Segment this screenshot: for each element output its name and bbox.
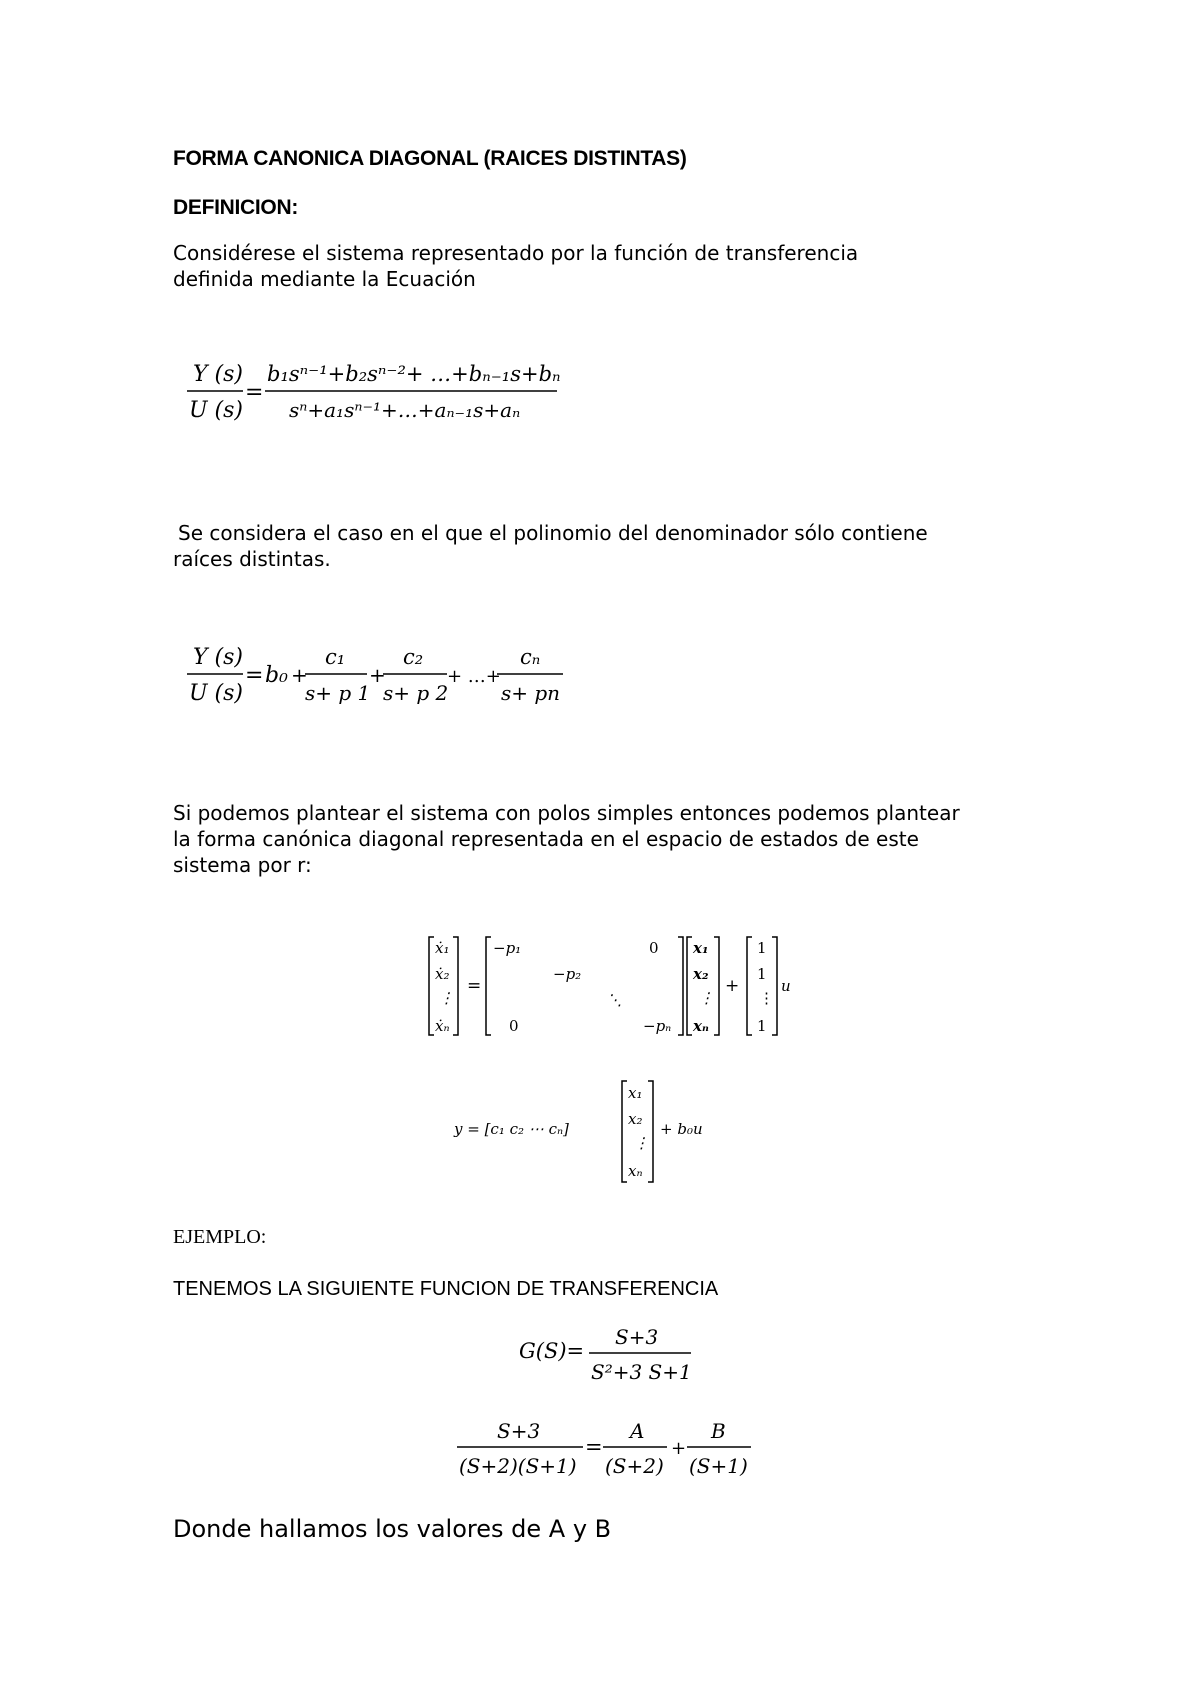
one: 1 (757, 1017, 767, 1035)
pf-a-denominator: (S+2) (605, 1454, 664, 1478)
vdots: ⋮ (634, 1134, 649, 1152)
example-heading: EJEMPLO: (173, 1226, 267, 1248)
ddots: ⋱ (607, 991, 622, 1009)
x2: x₂ (628, 1110, 643, 1128)
cn-den: s+ pn (501, 681, 561, 705)
xn: xₙ (693, 1017, 709, 1035)
g-lhs: G(S)= (519, 1339, 585, 1363)
x1: x₁ (693, 939, 709, 957)
x2: x₂ (693, 965, 709, 983)
output-lhs: y = [c₁ c₂ ⋯ cₙ] (454, 1120, 569, 1138)
tf-lhs-den: U (s) (189, 398, 243, 423)
zero-bottom: 0 (509, 1017, 519, 1035)
tf-lhs-num: Y (s) (193, 362, 243, 387)
vdots: ⋮ (699, 989, 714, 1007)
plus-sign: + (291, 663, 308, 687)
cn-num: cₙ (520, 645, 541, 669)
vdots: ⋮ (439, 989, 454, 1007)
g-numerator: S+3 (615, 1325, 659, 1349)
c1-den: s+ p 1 (305, 681, 371, 705)
paragraph-3-line-2: la forma canónica diagonal representada en el espacio de estados de este (173, 827, 919, 851)
pf-b-denominator: (S+1) (689, 1454, 748, 1478)
u-label: u (781, 977, 791, 995)
xn: xₙ (628, 1162, 643, 1180)
g-denominator: S²+3 S+1 (591, 1360, 692, 1384)
plus-sign: + (725, 976, 740, 996)
xdot2: ẋ₂ (435, 965, 450, 983)
plus-sign: + (671, 1438, 687, 1459)
one: 1 (757, 965, 767, 983)
transfer-function-equation (185, 355, 565, 435)
page-title: FORMA CANONICA DIAGONAL (RAICES DISTINTAS) (173, 147, 687, 170)
paragraph-3: Si podemos plantear el sistema con polos simples entonces podemos plantear (173, 801, 960, 825)
paragraph-2: Se considera el caso en el que el polinomio del denominador sólo contiene (178, 521, 928, 545)
pf-a-numerator: A (630, 1419, 645, 1443)
xdot1: ẋ₁ (435, 939, 450, 957)
pf-b-numerator: B (711, 1419, 726, 1443)
pf-lhs-numerator: S+3 (497, 1419, 541, 1443)
output-rhs: + b₀u (660, 1120, 703, 1138)
c1-num: c₁ (325, 645, 346, 669)
neg-pn: −pₙ (643, 1017, 672, 1035)
partial-fraction-general-equation (185, 638, 585, 718)
state-equation-matrix (425, 935, 795, 1040)
example-text: TENEMOS LA SIGUIENTE FUNCION DE TRANSFERENCIA (173, 1278, 719, 1300)
closing-text: Donde hallamos los valores de A y B (173, 1515, 612, 1543)
neg-p2: −p₂ (553, 965, 582, 983)
paragraph-3-line-3: sistema por r: (173, 853, 312, 877)
eq1-numerator: b₁sⁿ⁻¹+b₂sⁿ⁻²+ …+bₙ₋₁s+bₙ (267, 362, 561, 386)
equals-sign: = (245, 380, 264, 405)
neg-p1: −p₁ (493, 939, 522, 957)
xdotn: ẋₙ (435, 1017, 450, 1035)
equals-sign: = (585, 1435, 603, 1459)
zero-top: 0 (649, 939, 659, 957)
one: 1 (757, 939, 767, 957)
g-transfer-function (515, 1322, 695, 1392)
c2-den: s+ p 2 (383, 681, 449, 705)
paragraph-1: Considérese el sistema representado por la función de transferencia (173, 241, 859, 265)
c2-num: c₂ (403, 645, 424, 669)
pf-lhs-denominator: (S+2)(S+1) (459, 1454, 577, 1478)
equals-sign: = (245, 663, 264, 688)
plus-sign: + (369, 663, 386, 687)
partial-fraction-equation (455, 1416, 755, 1486)
vdots: ⋮ (759, 989, 774, 1007)
ellipsis: + …+ (447, 666, 501, 687)
paragraph-2-line-2: raíces distintas. (173, 547, 331, 571)
equals-sign: = (467, 976, 482, 996)
output-equation (450, 1078, 730, 1188)
eq2-lhs-num: Y (s) (193, 645, 243, 670)
eq2-lhs-den: U (s) (189, 681, 243, 706)
paragraph-1-line-2: definida mediante la Ecuación (173, 267, 476, 291)
definition-heading: DEFINICION: (173, 196, 299, 219)
b0-term: b₀ (265, 663, 288, 688)
eq1-denominator: sⁿ+a₁sⁿ⁻¹+…+aₙ₋₁s+aₙ (289, 398, 521, 422)
x1: x₁ (628, 1084, 643, 1102)
